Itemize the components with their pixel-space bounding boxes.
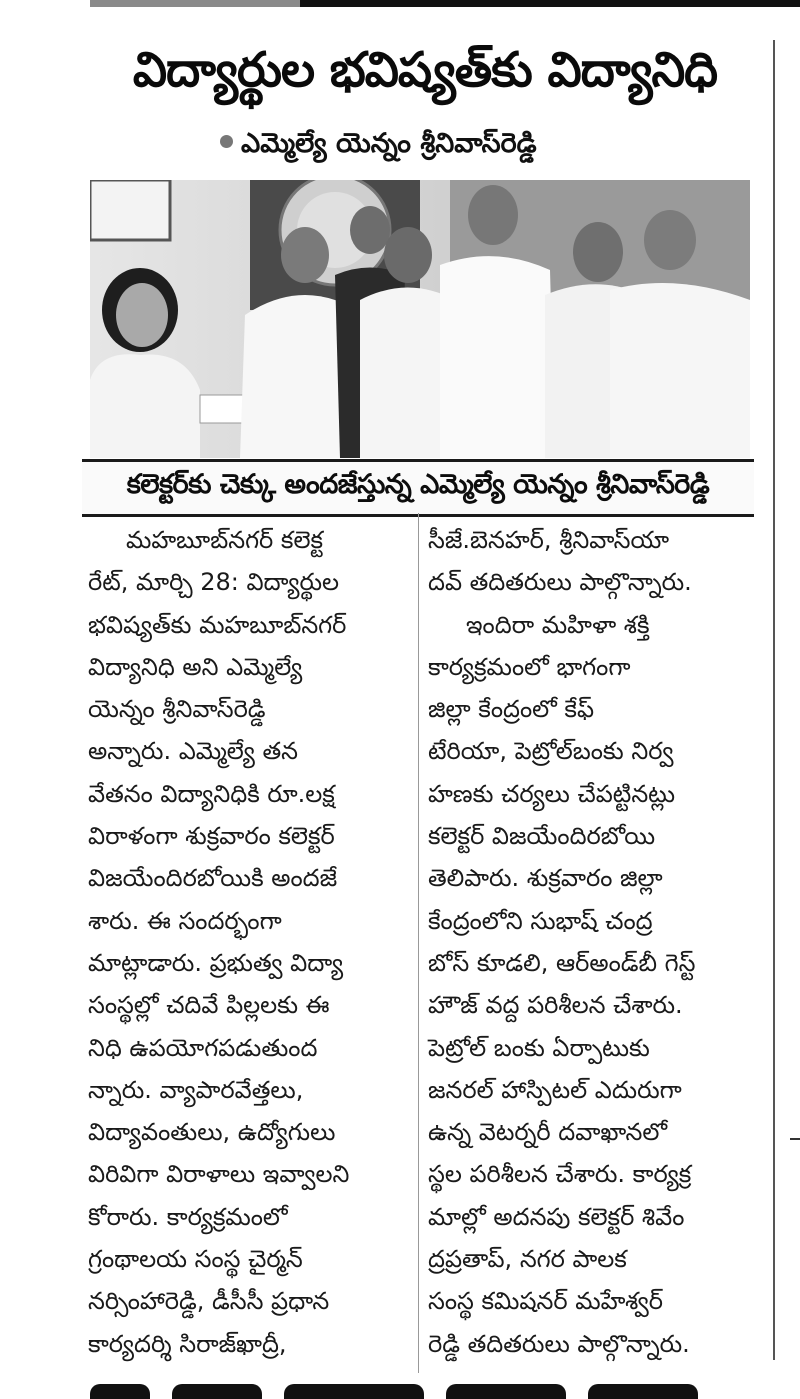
- article-line: దవ్ తదితరులు పాల్గొన్నారు.: [428, 568, 692, 597]
- article-line: యెన్నం శ్రీనివాస్‌రెడ్డి: [88, 695, 266, 724]
- subhead: [220, 128, 740, 166]
- photo-caption: కలెక్టర్‌కు చెక్కు అందజేస్తున్న ఎమ్మెల్యే యెన్నం శ్రీనివాస్‌రెడ్డి: [126, 469, 710, 500]
- article-line: విరాళంగా శుక్రవారం కలెక్టర్: [88, 822, 335, 851]
- article-line: రెడ్డి తదితరులు పాల్గొన్నారు.: [428, 1329, 690, 1358]
- article-column-right: [428, 519, 758, 1365]
- article-line: న్నారు. వ్యాపారవేత్తలు,: [88, 1075, 304, 1104]
- article-column-left: [88, 519, 410, 1365]
- article-line: హౌజ్ వద్ద పరిశీలన చేశారు.: [428, 991, 683, 1020]
- article-line: ద్రప్రతాప్, నగర పాలక: [428, 1245, 627, 1274]
- article-line: పెట్రోల్ బంకు ఏర్పాటుకు: [428, 1033, 650, 1062]
- headline: విద్యార్థుల భవిష్యత్‌కు విద్యానిధి: [132, 42, 718, 98]
- article-line: బోస్ కూడలి, ఆర్‌అండ్‌బీ గెస్ట్: [428, 948, 696, 977]
- adjacent-article-fragment: [782, 440, 800, 1340]
- photo-caption-bar: [82, 459, 754, 517]
- article-line: టేరియా, పెట్రోల్‌బంకు నిర్వ: [428, 737, 674, 766]
- article-line: కేంద్రంలోని సుభాష్ చంద్ర: [428, 906, 653, 935]
- article-line: రేట్, మార్చి 28: విద్యార్థుల: [88, 568, 340, 597]
- article-line: అన్నారు. ఎమ్మెల్యే తన: [88, 737, 298, 766]
- article-line: మహబూబ్‌నగర్ కలెక్ట: [126, 526, 323, 554]
- article-line: నిధి ఉపయోగపడుతుంద: [88, 1033, 318, 1062]
- article-line: వేతనం విద్యానిధికి రూ.లక్ష: [88, 779, 335, 808]
- article-line: కార్యదర్శి సిరాజ్‌ఖాద్రీ,: [88, 1329, 287, 1358]
- article-line: ఇందిరా మహిళా శక్తి: [466, 610, 650, 639]
- article-line: సంస్థల్లో చదివే పిల్లలకు ఈ: [88, 991, 330, 1020]
- article-line: జిల్లా కేంద్రంలో కేఫ్: [428, 695, 595, 724]
- article-line: కలెక్టర్ విజయేందిరబోయి: [428, 822, 656, 851]
- article-line: శారు. ఈ సందర్భంగా: [88, 906, 282, 935]
- article-line: ఉన్న వెటర్నరీ దవాఖానలో: [428, 1118, 668, 1147]
- bullet-icon: [220, 135, 233, 148]
- article-line: గ్రంథాలయ సంస్థ చైర్మన్: [88, 1245, 303, 1274]
- article-line: కోరారు. కార్యక్రమంలో: [88, 1202, 288, 1231]
- article-line: విరివిగా విరాళాలు ఇవ్వాలని: [88, 1160, 350, 1189]
- article-line: సీజే.బెనహర్, శ్రీనివాస్‌యా: [428, 526, 670, 554]
- article-line: మాల్లో అదనపు కలెక్టర్ శివేం: [428, 1202, 685, 1231]
- article-line: విద్యావంతులు, ఉద్యోగులు: [88, 1118, 336, 1147]
- top-rule-accent: [90, 0, 300, 7]
- next-headline-fragment: [90, 1384, 730, 1399]
- article-line: సంస్థ కమిషనర్ మహేశ్వర్: [428, 1287, 664, 1316]
- article-line: విజయేందిరబోయికి అందజే: [88, 864, 338, 893]
- article-line: కార్యక్రమంలో భాగంగా: [428, 652, 631, 681]
- article-line: విద్యానిధి అని ఎమ్మెల్యే: [88, 652, 303, 681]
- subhead-text: ఎమ్మెల్యే యెన్నం శ్రీనివాస్‌రెడ్డి: [241, 128, 537, 159]
- adjacent-article-dash: [790, 1138, 800, 1140]
- news-photo: [90, 180, 750, 458]
- photo-illustration: [90, 180, 750, 458]
- article-line: స్థల పరిశీలన చేశారు. కార్యక్ర: [428, 1160, 692, 1189]
- article-line: నర్సింహారెడ్డి, డీసీసీ ప్రధాన: [88, 1287, 330, 1316]
- article-line: జనరల్ హాస్పిటల్ ఎదురుగా: [428, 1075, 682, 1104]
- article-line: మాట్లాడారు. ప్రభుత్వ విద్యా: [88, 948, 344, 977]
- article-line: భవిష్యత్‌కు మహబూబ్‌నగర్: [88, 610, 347, 639]
- article-line: హణకు చర్యలు చేపట్టినట్లు: [428, 779, 676, 808]
- column-divider: [418, 513, 419, 1373]
- column-rule-right: [773, 40, 775, 1360]
- article-line: తెలిపారు. శుక్రవారం జిల్లా: [428, 864, 663, 893]
